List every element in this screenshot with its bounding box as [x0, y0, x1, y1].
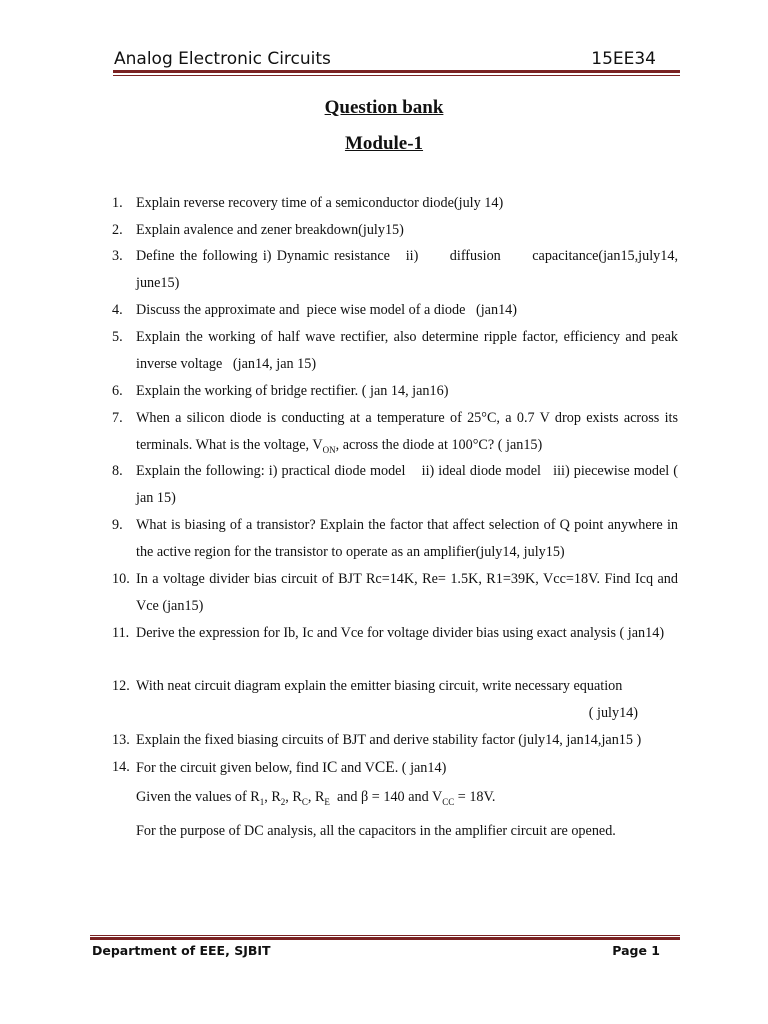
question-text: What is biasing of a transistor? Explain the factor that affect selection of Q point anywhere in the active region for the transistor to operate as an amplifier(july14, july15)	[136, 517, 678, 560]
footer-rule-thick	[90, 937, 680, 940]
question-text-line: Given the values of $R_1$, $R_2$, $R_C$, $R_E$ and β = 140 and $V_{CC} = 18V$.	[136, 789, 496, 807]
question-text: Explain the following: i) practical diode model ii) ideal diode model iii) piecewise model ( jan 15)	[136, 463, 682, 506]
question-number: 10.	[112, 571, 130, 587]
question-number: 11.	[112, 625, 130, 641]
question-number: 12.	[112, 678, 130, 694]
question-text: Explain the working of bridge rectifier. ( jan 14, jan16)	[136, 383, 449, 399]
question-number: 14.	[112, 759, 130, 775]
question-text: When a silicon diode is conducting at a temperature of 25°C, a 0.7 V drop exists across its terminals. What is the voltage, $V_{ON}$, across the diode at 100°C? ( jan15)	[136, 410, 678, 455]
question-text: Explain reverse recovery time of a semiconductor diode(july 14)	[136, 195, 504, 211]
question-item	[112, 324, 682, 378]
question-number: 7.	[112, 410, 123, 426]
question-number: 9.	[112, 517, 123, 533]
question-item	[112, 512, 678, 566]
question-text: Define the following i) Dynamic resistance ii) diffusion capacitance(jan15,july14, june15)	[136, 248, 682, 291]
header-title: Analog Electronic Circuits	[114, 49, 331, 69]
question-item	[112, 566, 678, 620]
question-item	[112, 378, 678, 405]
question-text: Discuss the approximate and piece wise model of a diode (jan14)	[136, 302, 517, 318]
footer-department: Department of EEE, SJBIT	[92, 943, 271, 958]
question-text-line: For the purpose of DC analysis, all the capacitors in the amplifier circuit are opened.	[136, 822, 616, 839]
question-text: Explain the fixed biasing circuits of BJT and derive stability factor (july14, jan14,jan15 )	[136, 732, 642, 748]
page-title: Question bank	[324, 97, 444, 118]
question-text-line: For the circuit given below, find IC and VCE. ( jan14)	[136, 759, 447, 776]
question-item	[112, 243, 682, 297]
question-item	[112, 405, 678, 464]
question-number: 2.	[112, 222, 123, 238]
question-number: 4.	[112, 302, 123, 318]
question-number: 6.	[112, 383, 123, 399]
question-item	[112, 673, 678, 727]
question-text: Explain the working of half wave rectifier, also determine ripple factor, efficiency and peak inverse voltage (jan14, jan 15)	[136, 329, 682, 372]
question-text: In a voltage divider bias circuit of BJT Rc=14K, Re= 1.5K, R1=39K, Vcc=18V. Find Icq and Vce (jan15)	[136, 571, 678, 614]
question-item	[112, 754, 678, 845]
question-item	[112, 620, 678, 647]
question-item	[112, 458, 682, 512]
question-number: 3.	[112, 248, 123, 264]
question-item	[112, 727, 678, 754]
question-item	[112, 297, 678, 324]
question-item	[112, 217, 678, 244]
header-course-code: 15EE34	[591, 49, 656, 69]
question-number: 13.	[112, 732, 130, 748]
footer-rule-thin	[90, 935, 680, 936]
question-text: Explain avalence and zener breakdown(july15)	[136, 222, 404, 238]
question-number: 5.	[112, 329, 123, 345]
page-subtitle: Module-1	[344, 133, 424, 154]
header-rule-thin	[113, 75, 680, 76]
footer-page-number: Page 1	[612, 943, 660, 958]
header-rule-thick	[113, 70, 680, 73]
question-item	[112, 190, 678, 217]
question-number: 8.	[112, 463, 123, 479]
question-text: With neat circuit diagram explain the emitter biasing circuit, write necessary equation	[136, 678, 623, 694]
question-text: Derive the expression for Ib, Ic and Vce for voltage divider bias using exact analysis ( jan14)	[136, 625, 665, 641]
question-number: 1.	[112, 195, 123, 211]
question-tail: ( july14)	[588, 705, 638, 721]
